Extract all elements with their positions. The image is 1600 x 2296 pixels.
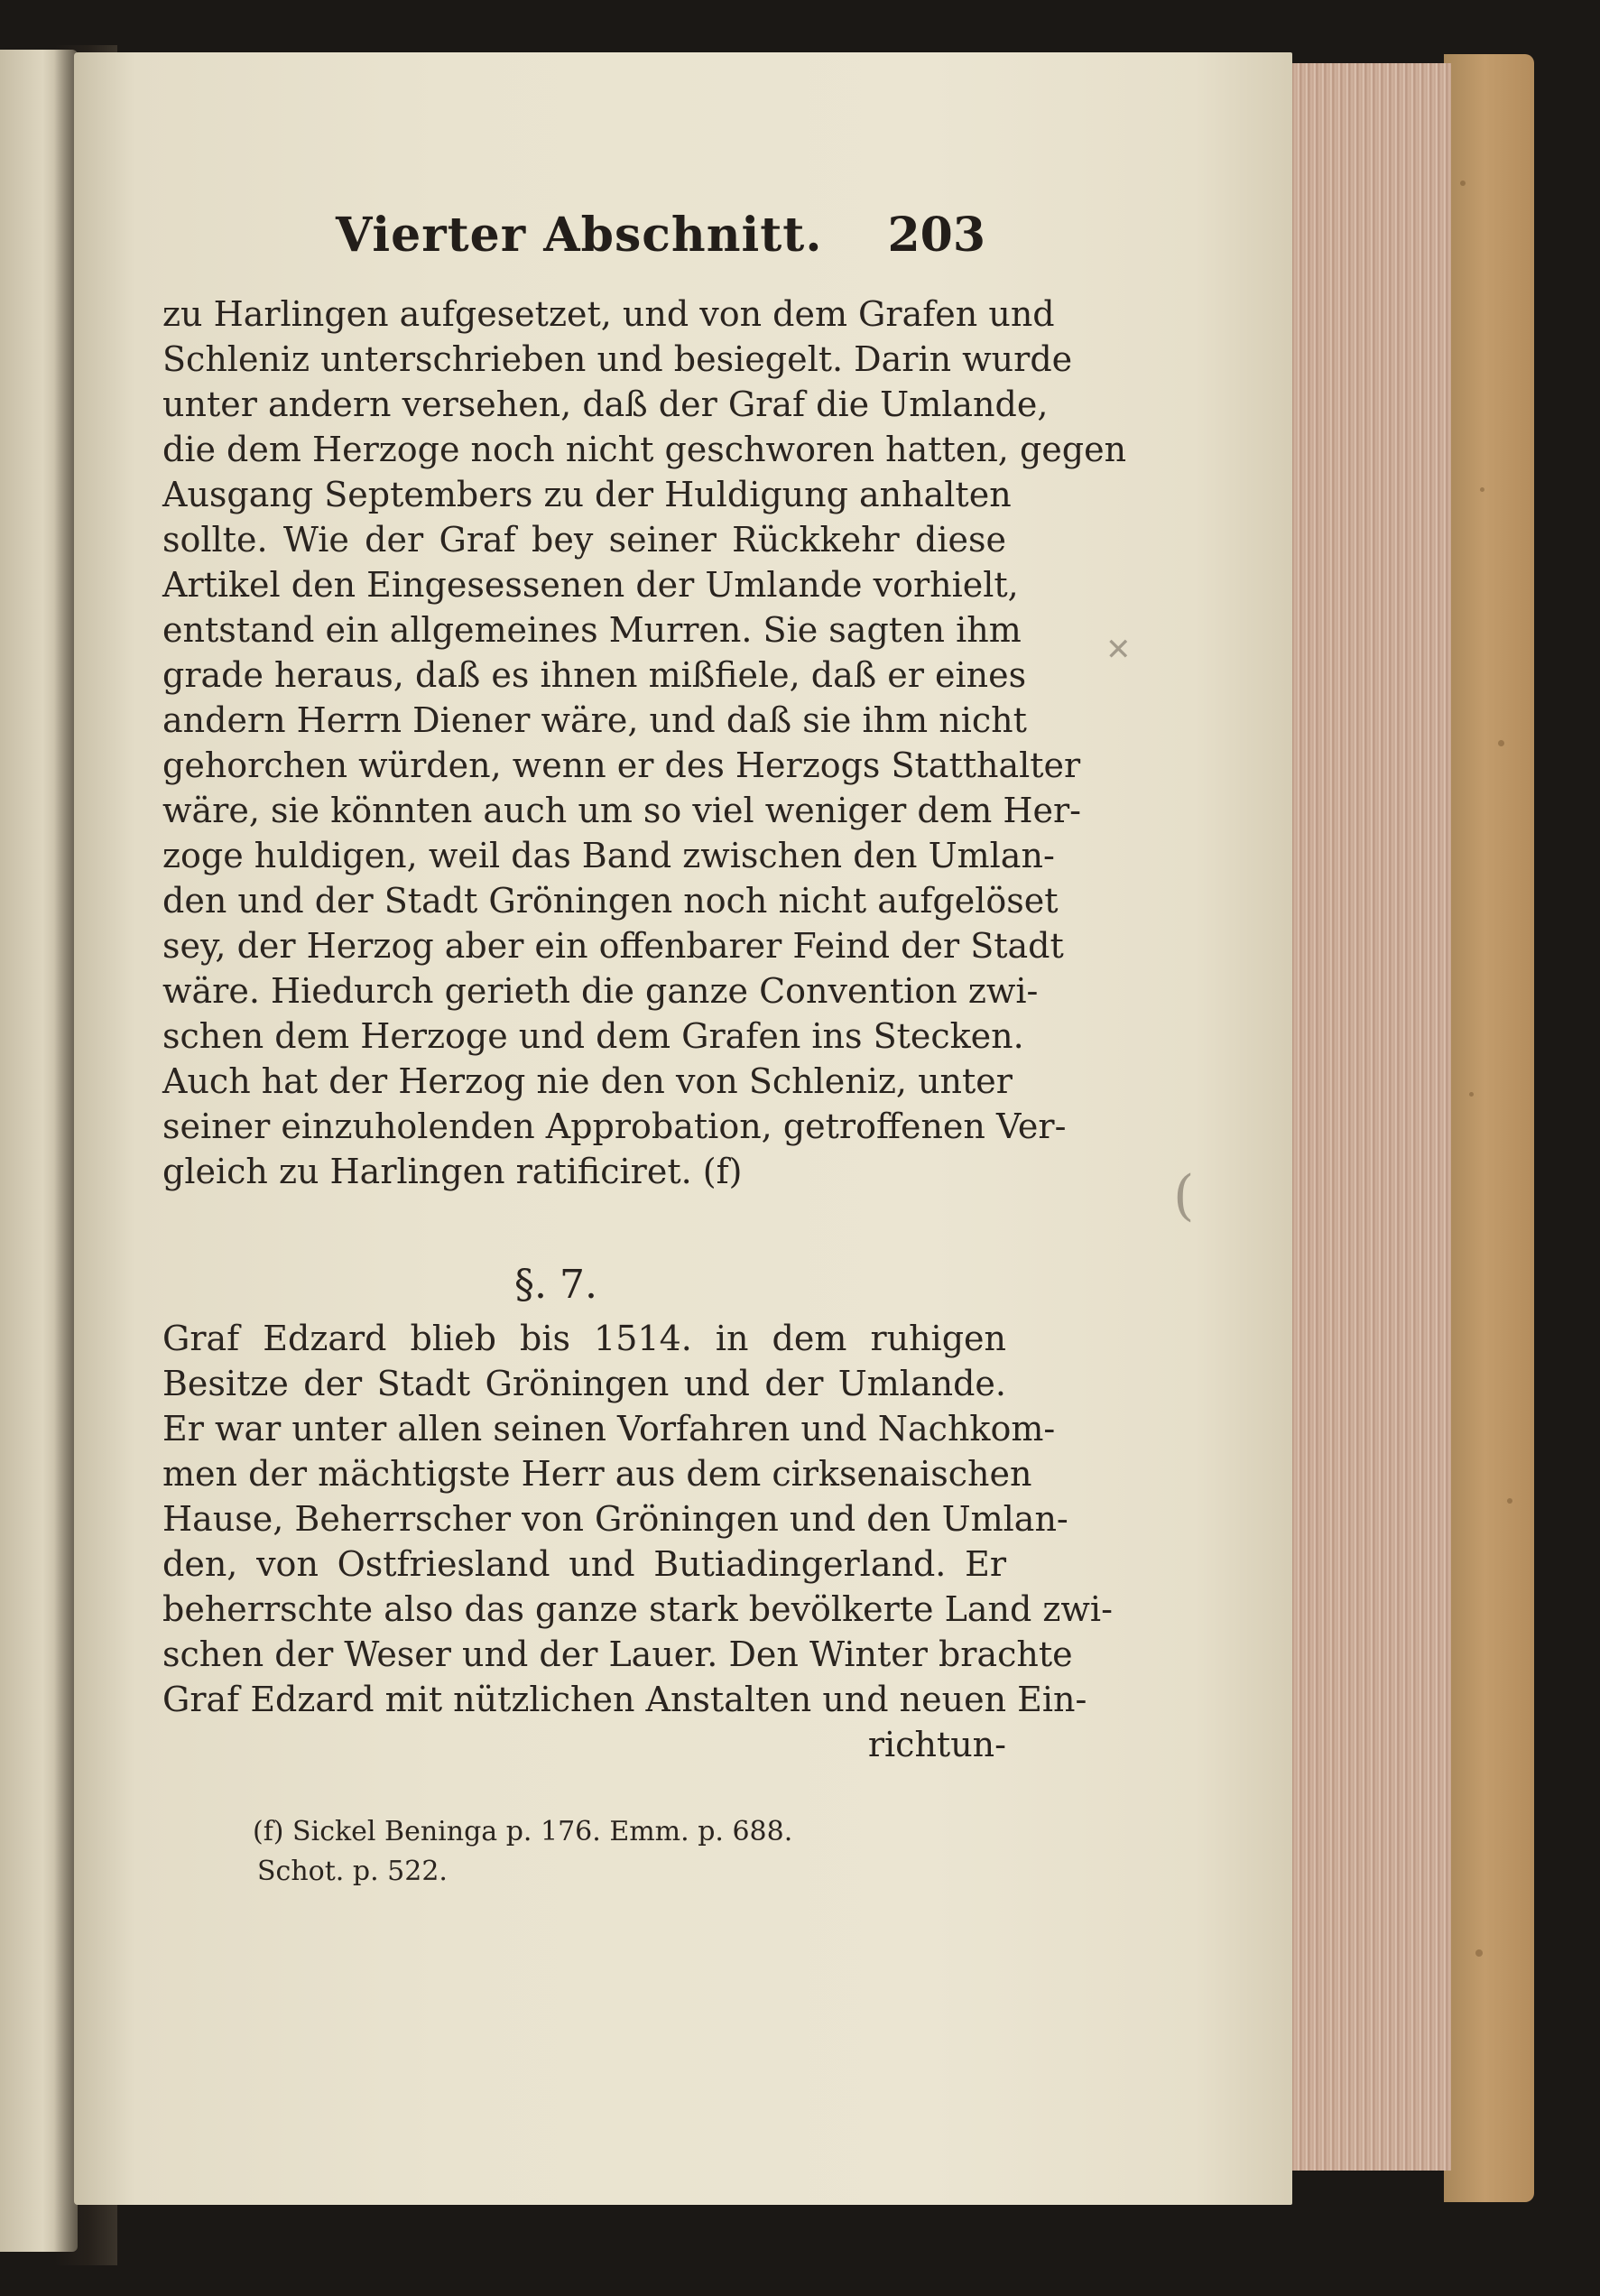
text-line: gehorchen würden, wenn er des Herzogs Statthalter bbox=[162, 745, 1081, 785]
text-line: beherrschte also das ganze stark bevölkerte Land zwi- bbox=[162, 1589, 1113, 1629]
page-number: 203 bbox=[887, 208, 985, 263]
text-line: Graf Edzard blieb bis 1514. in dem ruhigen bbox=[162, 1319, 1006, 1358]
text-line: die dem Herzoge noch nicht geschworen hatten, gegen bbox=[162, 430, 1127, 469]
text-line: men der mächtigste Herr aus dem cirksenaischen bbox=[162, 1454, 1032, 1494]
text-line: gleich zu Harlingen ratificiret. (f) bbox=[162, 1152, 743, 1191]
text-line: sollte. Wie der Graf bey seiner Rückkehr diese bbox=[162, 520, 1006, 560]
text-line: schen der Weser und der Lauer. Den Winter brachte bbox=[162, 1634, 1073, 1674]
header-title: Vierter Abschnitt. bbox=[336, 208, 823, 263]
text-line: zoge huldigen, weil das Band zwischen den Umlan- bbox=[162, 836, 1055, 875]
text-line: Artikel den Eingesessenen der Umlande vorhielt, bbox=[162, 565, 1019, 605]
text-line: unter andern versehen, daß der Graf die Umlande, bbox=[162, 384, 1049, 424]
footnote-line: (f) Sickel Beninga p. 176. Emm. p. 688. bbox=[253, 1816, 793, 1847]
text-line: andern Herrn Diener wäre, und daß sie ihm nicht bbox=[162, 700, 1027, 740]
text-line: den, von Ostfriesland und Butiadingerland. Er bbox=[162, 1544, 1006, 1584]
text-line: wäre, sie könnten auch um so viel weniger dem Her- bbox=[162, 791, 1081, 830]
text-line: zu Harlingen aufgesetzet, und von dem Grafen und bbox=[162, 294, 1055, 334]
text-line: seiner einzuholenden Approbation, getroffenen Ver- bbox=[162, 1106, 1067, 1146]
text-line: sey, der Herzog aber ein offenbarer Feind der Stadt bbox=[162, 926, 1064, 966]
pencil-mark: ( bbox=[1173, 1164, 1195, 1227]
text-line: entstand ein allgemeines Murren. Sie sagten ihm bbox=[162, 610, 1022, 650]
text-line: Auch hat der Herzog nie den von Schleniz, unter bbox=[162, 1061, 1013, 1101]
text-line: wäre. Hiedurch gerieth die ganze Convention zwi- bbox=[162, 971, 1039, 1011]
text-line: Besitze der Stadt Gröningen und der Umlande. bbox=[162, 1364, 1006, 1403]
running-header bbox=[336, 208, 985, 271]
section-heading: §. 7. bbox=[514, 1262, 597, 1308]
text-line: den und der Stadt Gröningen noch nicht aufgelöset bbox=[162, 881, 1059, 921]
page-edges bbox=[1292, 63, 1451, 2171]
text-line: schen dem Herzoge und dem Grafen ins Stecken. bbox=[162, 1016, 1024, 1056]
text-line: Ausgang Septembers zu der Huldigung anhalten bbox=[162, 475, 1012, 514]
pencil-mark: ✕ bbox=[1105, 632, 1132, 668]
text-line: Er war unter allen seinen Vorfahren und Nachkom- bbox=[162, 1409, 1056, 1449]
text-line: Graf Edzard mit nützlichen Anstalten und neuen Ein- bbox=[162, 1680, 1087, 1719]
footnote-line: Schot. p. 522. bbox=[257, 1856, 448, 1887]
book-cover-board bbox=[1444, 54, 1534, 2202]
text-line: grade heraus, daß es ihnen mißfiele, daß er eines bbox=[162, 655, 1027, 695]
text-line: Hause, Beherrscher von Gröningen und den Umlan- bbox=[162, 1499, 1068, 1539]
catchword: richtun- bbox=[867, 1725, 1006, 1764]
text-line: Schleniz unterschrieben und besiegelt. Darin wurde bbox=[162, 339, 1073, 379]
